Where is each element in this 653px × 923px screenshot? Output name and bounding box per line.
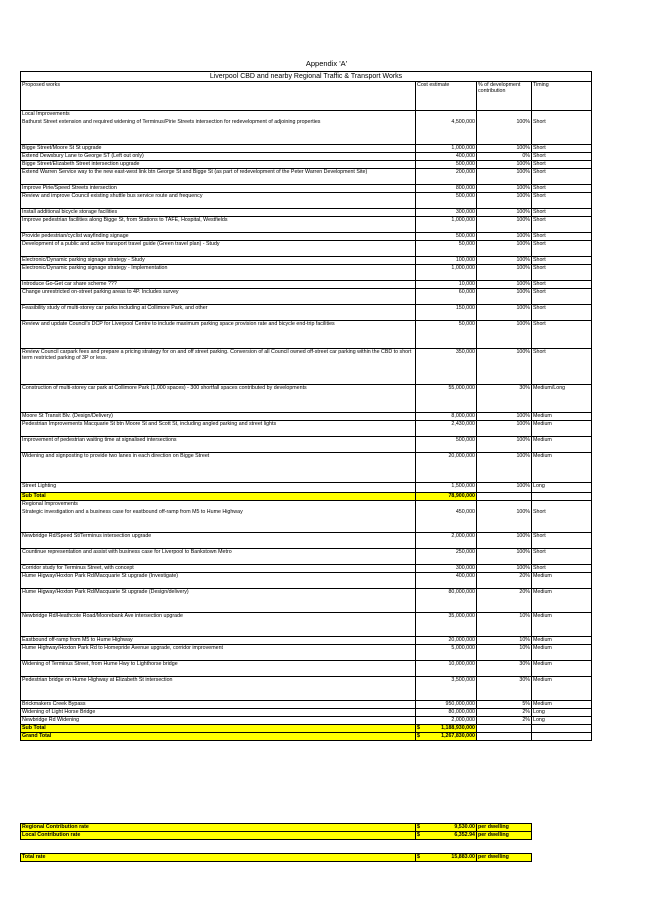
contribution-percent: 100% — [477, 119, 532, 145]
cost-estimate: 300,000 — [416, 565, 477, 573]
timing: Long — [532, 483, 592, 493]
work-description: Widening of Terminus Street, from Hume Hwy to Lighthorse bridge — [21, 661, 416, 677]
rate-value: $ 6,352.94 — [417, 832, 475, 838]
timing: Short — [532, 169, 592, 185]
cost-estimate: 60,000 — [416, 289, 477, 305]
work-description: Moore St Transit Blv. (Design/Delivery) — [21, 413, 416, 421]
cost-estimate: 20,000,000 — [416, 453, 477, 483]
table-row — [21, 257, 592, 265]
work-description: Extend Dewsbury Lane to George ST (Left out only) — [21, 153, 416, 161]
table-row — [21, 437, 592, 453]
total-value: 78,900,000 — [416, 493, 477, 501]
table-row — [21, 233, 592, 241]
contribution-percent: 100% — [477, 305, 532, 321]
table-row — [21, 153, 592, 161]
contribution-percent: 20% — [477, 589, 532, 613]
cost-estimate: 150,000 — [416, 305, 477, 321]
timing: Medium — [532, 661, 592, 677]
work-description: Install additional bicycle storage facilities — [21, 209, 416, 217]
rate-unit: per dwelling — [477, 854, 532, 862]
rate-label: Regional Contribution rate — [21, 824, 416, 832]
table-title: Liverpool CBD and nearby Regional Traffic & Transport Works — [21, 72, 592, 82]
header-proposed-works: Proposed works — [21, 82, 416, 111]
work-description: Improve Pirie/Speed Streets intersection — [21, 185, 416, 193]
cost-estimate: 500,000 — [416, 161, 477, 169]
work-description: Hume Higway/Hoxton Park Rd/Macquarie St upgrade (Investigate) — [21, 573, 416, 589]
contribution-percent: 30% — [477, 677, 532, 701]
rate-label: Total rate — [21, 854, 416, 862]
cost-estimate: 1,000,000 — [416, 217, 477, 233]
cost-estimate: 800,000 — [416, 185, 477, 193]
rate-unit: per dwelling — [477, 824, 532, 832]
local-improvements-heading — [21, 111, 592, 119]
timing: Short — [532, 305, 592, 321]
timing: Medium — [532, 637, 592, 645]
table-row — [21, 193, 592, 209]
timing: Short — [532, 161, 592, 169]
section-label: Regional Improvements — [21, 501, 416, 509]
table-row — [21, 701, 592, 709]
cost-estimate: 350,000 — [416, 349, 477, 385]
table-row — [21, 413, 592, 421]
timing: Medium — [532, 589, 592, 613]
total-value: $ 1,267,830,000 — [417, 733, 475, 739]
cost-estimate: 50,000 — [416, 241, 477, 257]
work-description: Widening of Light Horse Bridge — [21, 709, 416, 717]
total-rate — [20, 853, 532, 862]
contribution-percent: 2% — [477, 717, 532, 725]
timing: Short — [532, 565, 592, 573]
work-description: Widening and signposting to provide two lanes in each direction on Bigge Street — [21, 453, 416, 483]
cost-estimate: 250,000 — [416, 549, 477, 565]
contribution-percent: 100% — [477, 185, 532, 193]
cost-estimate: 4,500,000 — [416, 119, 477, 145]
regional-improvements-heading — [21, 501, 592, 509]
work-description: Introduce Go-Get car share scheme ??? — [21, 281, 416, 289]
work-description: Newbridge Rd/Speed St/Terminus intersection upgrade — [21, 533, 416, 549]
work-description: Bigge Street/Moore St St upgrade — [21, 145, 416, 153]
table-row — [21, 565, 592, 573]
work-description: Pedestrian bridge on Hume Highway at Elizabeth St intersection — [21, 677, 416, 701]
table-row — [21, 533, 592, 549]
work-description: Review and improve Council existing shuttle bus service route and frequency — [21, 193, 416, 209]
work-description: Review and update Council's DCP for Liverpool Centre to include maximum parking space provision rate and bicycle end-trip facilities — [21, 321, 416, 349]
work-description: Extend Warren Service way to the new east-west link btn George St and Bigge St (as part of redevelopment of the Peter Warren Development Site) — [21, 169, 416, 185]
timing: Medium — [532, 645, 592, 661]
cost-estimate: 500,000 — [416, 437, 477, 453]
table-row — [21, 321, 592, 349]
work-description: Bathurst Street extension and required widening of Terminus/Pirie Streets intersection for redevelopment of adjoining properties — [21, 119, 416, 145]
contribution-percent: 2% — [477, 709, 532, 717]
table-row — [21, 573, 592, 589]
cost-estimate: 2,430,000 — [416, 421, 477, 437]
appendix-title: Appendix 'A' — [305, 59, 348, 68]
table-row — [21, 453, 592, 483]
cost-estimate: 300,000 — [416, 209, 477, 217]
table-row — [21, 145, 592, 153]
contribution-percent: 100% — [477, 289, 532, 305]
table-row — [21, 241, 592, 257]
timing: Short — [532, 185, 592, 193]
contribution-percent: 100% — [477, 321, 532, 349]
work-description: Improve pedestrian facilities along Bigge St, from Stations to TAFE, Hospital, Westfields — [21, 217, 416, 233]
timing: Short — [532, 549, 592, 565]
table-row — [21, 709, 592, 717]
timing: Short — [532, 533, 592, 549]
table-row — [21, 305, 592, 321]
rate-label: Local Contribution rate — [21, 832, 416, 840]
cost-estimate: 450,000 — [416, 509, 477, 533]
contribution-percent: 100% — [477, 453, 532, 483]
rate-value: $ 9,530.00 — [417, 824, 475, 830]
contribution-percent: 100% — [477, 437, 532, 453]
cost-estimate: 400,000 — [416, 153, 477, 161]
contribution-percent: 100% — [477, 161, 532, 169]
work-description: Newbridge Rd/Heathcote Road/Moorebank Ave intersection upgrade — [21, 613, 416, 637]
table-row — [21, 421, 592, 437]
table-row — [21, 645, 592, 661]
timing: Short — [532, 509, 592, 533]
total-label: Grand Total — [21, 733, 416, 741]
timing: Medium — [532, 453, 592, 483]
table-row — [21, 349, 592, 385]
cost-estimate: 200,000 — [416, 169, 477, 185]
header-cost-estimate: Cost estimate — [416, 82, 477, 111]
timing: Short — [532, 241, 592, 257]
total-label: Sub Total — [21, 725, 416, 733]
cost-estimate: 50,000 — [416, 321, 477, 349]
work-description: Hume Higway/Hoxton Park Rd/Macquarie St upgrade (Design/delivery) — [21, 589, 416, 613]
contribution-percent: 100% — [477, 533, 532, 549]
timing: Medium — [532, 413, 592, 421]
table-row — [21, 169, 592, 185]
timing: Short — [532, 281, 592, 289]
header-timing: Timing — [532, 82, 592, 111]
cost-estimate: 80,000,000 — [416, 709, 477, 717]
contribution-percent: 5% — [477, 701, 532, 709]
cost-estimate: 3,500,000 — [416, 677, 477, 701]
table-row — [21, 677, 592, 701]
timing: Medium/Long — [532, 385, 592, 413]
table-row — [21, 483, 592, 493]
contribution-percent: 100% — [477, 549, 532, 565]
table-row — [21, 589, 592, 613]
timing: Short — [532, 119, 592, 145]
table-row — [21, 289, 592, 305]
work-description: Provide pedestrian/cyclist wayfinding signage — [21, 233, 416, 241]
timing: Short — [532, 257, 592, 265]
work-description: Review Council carpark fees and prepare a pricing strategy for on and off street parking. Conversion of all Council owned off-street car parking within the CBD to short term restricted parking of 3P or less. — [21, 349, 416, 385]
table-row — [21, 161, 592, 169]
contribution-percent: 100% — [477, 241, 532, 257]
contribution-percent: 100% — [477, 193, 532, 209]
timing: Long — [532, 717, 592, 725]
grand-total-row — [21, 733, 592, 741]
timing: Medium — [532, 677, 592, 701]
rate-row — [21, 854, 532, 862]
work-description: Street Lighting — [21, 483, 416, 493]
work-description: Pedestrian Improvements Macquarie St btn Moore St and Scott St, including angled parking and street lights — [21, 421, 416, 437]
table-row — [21, 549, 592, 565]
cost-estimate: 500,000 — [416, 233, 477, 241]
timing: Short — [532, 209, 592, 217]
rate-row — [21, 824, 532, 832]
table-row — [21, 717, 592, 725]
cost-estimate: 20,000,000 — [416, 637, 477, 645]
work-description: Eastbound off-ramp from M5 to Hume Highway — [21, 637, 416, 645]
contribution-percent: 100% — [477, 265, 532, 281]
table-row — [21, 217, 592, 233]
contribution-percent: 10% — [477, 613, 532, 637]
timing: Medium — [532, 701, 592, 709]
rate-unit: per dwelling — [477, 832, 532, 840]
work-description: Brickmakers Creek Bypass — [21, 701, 416, 709]
contribution-percent: 100% — [477, 349, 532, 385]
contribution-percent: 20% — [477, 573, 532, 589]
contribution-percent: 100% — [477, 145, 532, 153]
contribution-percent: 10% — [477, 645, 532, 661]
cost-estimate: 35,000,000 — [416, 613, 477, 637]
table-row — [21, 185, 592, 193]
works-table — [20, 71, 592, 741]
contribution-percent: 100% — [477, 233, 532, 241]
work-description: Newbridge Rd Widening — [21, 717, 416, 725]
contribution-percent: 10% — [477, 637, 532, 645]
contribution-percent: 100% — [477, 257, 532, 265]
table-row — [21, 613, 592, 637]
header-contribution: % of development contribution — [477, 82, 532, 111]
contribution-percent: 0% — [477, 153, 532, 161]
table-row — [21, 509, 592, 533]
contribution-percent: 100% — [477, 509, 532, 533]
work-description: Electronic/Dynamic parking signage strategy - Implementation — [21, 265, 416, 281]
work-description: Electronic/Dynamic parking signage strategy - Study — [21, 257, 416, 265]
timing: Medium — [532, 573, 592, 589]
timing: Long — [532, 709, 592, 717]
cost-estimate: 2,000,000 — [416, 533, 477, 549]
cost-estimate: 2,000,000 — [416, 717, 477, 725]
timing: Short — [532, 145, 592, 153]
contribution-percent: 30% — [477, 661, 532, 677]
timing: Short — [532, 193, 592, 209]
total-label: Sub Total — [21, 493, 416, 501]
contribution-percent: 100% — [477, 483, 532, 493]
contribution-percent: 30% — [477, 385, 532, 413]
timing: Medium — [532, 421, 592, 437]
section-label: Local Improvements — [21, 111, 416, 119]
work-description: Corridor study for Terminus Street, with concept — [21, 565, 416, 573]
table-row — [21, 385, 592, 413]
cost-estimate: 1,500,000 — [416, 483, 477, 493]
cost-estimate: 8,000,000 — [416, 413, 477, 421]
regional-subtotal-row — [21, 725, 592, 733]
timing: Short — [532, 349, 592, 385]
timing: Short — [532, 321, 592, 349]
work-description: Construction of multi-storey car park at Collimore Park (1,000 spaces) - 300 shortfall spaces contributed by developments — [21, 385, 416, 413]
cost-estimate: 10,000 — [416, 281, 477, 289]
table-row — [21, 209, 592, 217]
work-description: Improvement of pedestrian waiting time at signalised intersections — [21, 437, 416, 453]
cost-estimate: 1,000,000 — [416, 145, 477, 153]
contribution-percent: 100% — [477, 209, 532, 217]
rate-value: $ 15,883.00 — [417, 854, 475, 860]
timing: Short — [532, 153, 592, 161]
cost-estimate: 950,000,000 — [416, 701, 477, 709]
work-description: Countinue representation and assist with business case for Liverpool to Bankstown Metro — [21, 549, 416, 565]
table-row — [21, 637, 592, 645]
work-description: Bigge Street/Elizabeth Street intersection upgrade — [21, 161, 416, 169]
timing: Medium — [532, 437, 592, 453]
work-description: Feasibility study of multi-storey car parks including at Collimore Park, and other — [21, 305, 416, 321]
work-description: Development of a public and active transport travel guide (Green travel plan) - Study — [21, 241, 416, 257]
cost-estimate: 400,000 — [416, 573, 477, 589]
contribution-percent: 100% — [477, 281, 532, 289]
cost-estimate: 100,000 — [416, 257, 477, 265]
cost-estimate: 500,000 — [416, 193, 477, 209]
cost-estimate: 10,000,000 — [416, 661, 477, 677]
cost-estimate: 5,000,000 — [416, 645, 477, 661]
timing: Short — [532, 217, 592, 233]
cost-estimate: 55,000,000 — [416, 385, 477, 413]
contribution-percent: 100% — [477, 169, 532, 185]
timing: Short — [532, 265, 592, 281]
timing: Medium — [532, 613, 592, 637]
table-row — [21, 119, 592, 145]
table-row — [21, 661, 592, 677]
cost-estimate: 80,000,000 — [416, 589, 477, 613]
table-row — [21, 265, 592, 281]
rate-row — [21, 832, 532, 840]
total-value: $ 1,188,930,000 — [417, 725, 475, 731]
contribution-percent: 100% — [477, 413, 532, 421]
table-row — [21, 281, 592, 289]
contribution-percent: 100% — [477, 217, 532, 233]
work-description: Change unrestricted on-street parking areas to 4P. Includes survey — [21, 289, 416, 305]
regional-local-rates — [20, 823, 532, 840]
work-description: Strategic investigation and a business case for eastbound off-ramp from M5 to Hume Highway — [21, 509, 416, 533]
contribution-percent: 100% — [477, 421, 532, 437]
timing: Short — [532, 289, 592, 305]
contribution-percent: 100% — [477, 565, 532, 573]
local-subtotal-row — [21, 493, 592, 501]
cost-estimate: 1,000,000 — [416, 265, 477, 281]
timing: Short — [532, 233, 592, 241]
work-description: Hume Highway/Hoxton Park Rd to Homepride Avenue upgrade, corridor improvement — [21, 645, 416, 661]
